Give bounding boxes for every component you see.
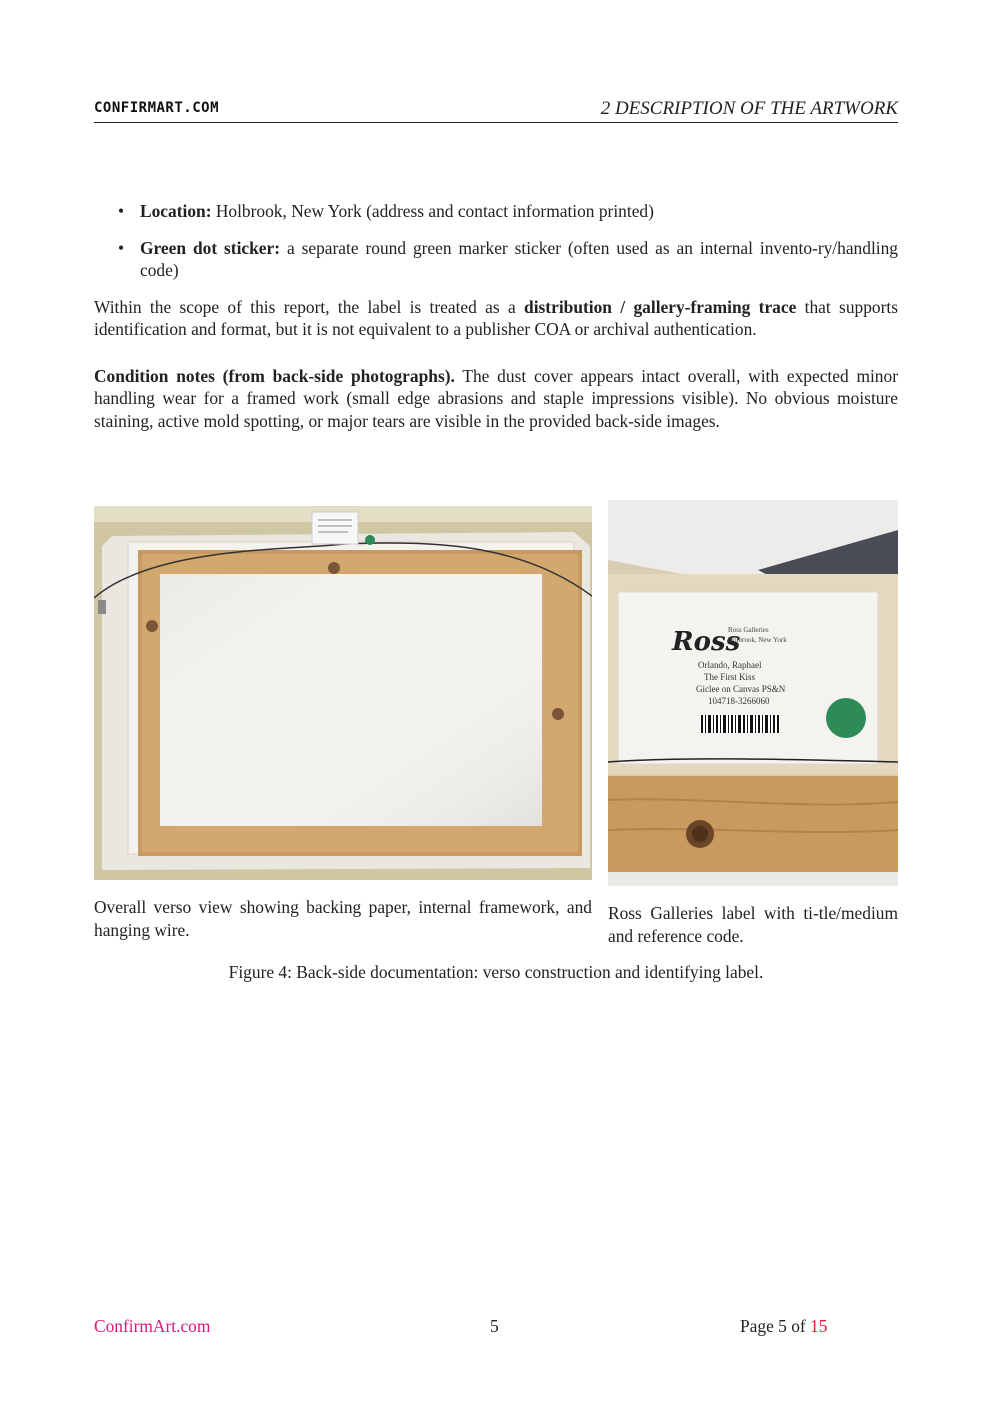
scope-text-before: Within the scope of this report, the label is treated as a xyxy=(94,296,525,317)
label-photo xyxy=(608,500,898,886)
page-header xyxy=(94,96,898,123)
condition-heading: Condition notes (from back-side photographs). xyxy=(94,365,455,386)
list-item-text: Holbrook, New York (address and contact information printed) xyxy=(211,201,654,221)
site-logo: CONFIRMART.COM xyxy=(94,100,220,116)
scope-paragraph xyxy=(94,296,898,341)
list-item-label: Location: xyxy=(140,201,212,221)
scope-text-bold: distribution / gallery-framing trace xyxy=(524,296,797,317)
label-line-2: Holbrook, New York xyxy=(728,636,787,644)
label-line-3: Orlando, Raphael xyxy=(698,660,762,670)
scope-text-after: that supports identification and format, but it is not equivalent to a publisher COA or archival authentication. xyxy=(94,296,898,339)
footer-page-count xyxy=(740,1316,827,1337)
label-line-5: Giclee on Canvas PS&N xyxy=(696,684,786,694)
footer-page-prefix: Page 5 of xyxy=(740,1316,811,1336)
list-item xyxy=(94,237,898,282)
label-line-1: Ross Galleries xyxy=(728,626,769,634)
section-title: 2 DESCRIPTION OF THE ARTWORK xyxy=(600,98,898,119)
list-item-text: a separate round green marker sticker (often used as an internal invento-ry/handling code) xyxy=(140,237,898,280)
figure-row xyxy=(94,500,898,950)
list-item-label: Green dot sticker: xyxy=(140,237,281,258)
page-footer xyxy=(94,1316,898,1340)
footer-site-link[interactable]: ConfirmArt.com xyxy=(94,1316,211,1336)
footer-total-pages[interactable]: 15 xyxy=(810,1316,828,1336)
detail-list xyxy=(94,200,898,282)
green-dot-sticker xyxy=(826,698,866,738)
label-line-4: The First Kiss xyxy=(704,672,756,682)
barcode xyxy=(700,714,780,734)
body-content xyxy=(94,200,898,432)
label-brand: Ross xyxy=(672,627,741,657)
footer-page-number: 5 xyxy=(490,1316,499,1336)
verso-photo xyxy=(94,506,592,880)
label-line-6: 104718-3266060 xyxy=(708,696,770,706)
right-subcaption: Ross Galleries label with ti-tle/medium and reference code. xyxy=(608,903,898,946)
condition-text: The dust cover appears intact overall, with expected minor handling wear for a framed work (small edge abrasions and staple impressions visible). No obvious moisture staining, active mold spotting, or major tears are visible in the provided back-side images. xyxy=(94,365,898,431)
left-subcaption: Overall verso view showing backing paper, internal framework, and hanging wire. xyxy=(94,897,592,940)
list-item xyxy=(94,200,898,223)
figure-caption: Figure 4: Back-side documentation: verso construction and identifying label. xyxy=(228,962,764,982)
condition-paragraph xyxy=(94,365,898,433)
